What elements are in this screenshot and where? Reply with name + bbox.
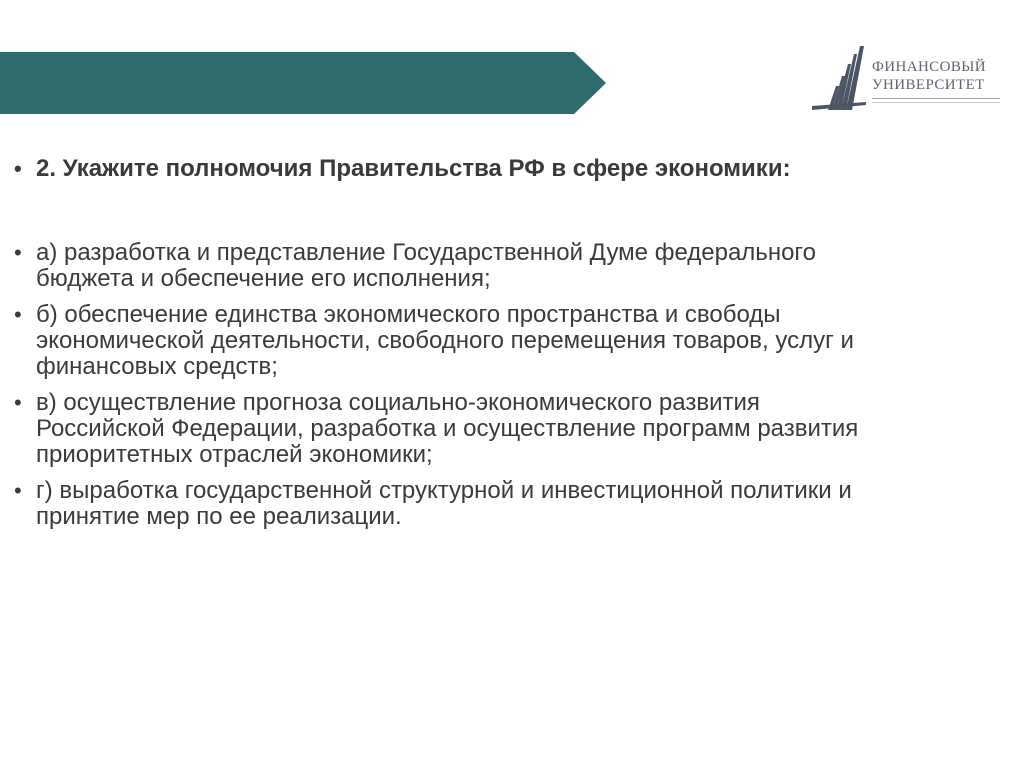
bullet: • (14, 478, 22, 503)
header-band (0, 52, 606, 114)
answer-text-d: г) выработка государственной структурной и инвестиционной политики и принятие мер по ее реализации. (36, 477, 852, 530)
answer-item-d (14, 478, 894, 530)
question-text: 2. Укажите полномочия Правительства РФ в сфере экономики: (36, 155, 791, 182)
answer-item-c (14, 390, 894, 468)
logo-subtitle-decoration (872, 98, 1000, 103)
answer-text-b: б) обеспечение единства экономического пространства и свободы экономической деятельности, свободного перемещения товаров, услуг и финансовых средств; (36, 301, 854, 380)
logo-mark-icon (808, 44, 870, 116)
university-logo (808, 44, 1008, 120)
header-arrow-shape (0, 52, 606, 114)
slide-content (14, 156, 894, 540)
logo-line-2: УНИВЕРСИТЕТ (872, 77, 985, 93)
answer-item-a (14, 240, 894, 292)
bullet: • (14, 240, 22, 265)
answer-text-a: а) разработка и представление Государственной Думе федерального бюджета и обеспечение его исполнения; (36, 239, 816, 292)
bullet: • (14, 302, 22, 327)
logo-line-1: ФИНАНСОВЫЙ (872, 59, 986, 75)
question-item (14, 156, 894, 182)
bullet: • (14, 390, 22, 415)
bullet: • (14, 156, 22, 181)
answer-text-c: в) осуществление прогноза социально-экономического развития Российской Федерации, разработка и осуществление программ развития приоритетных отраслей экономики; (36, 389, 859, 468)
answer-item-b (14, 302, 894, 380)
logo-text (872, 60, 1012, 103)
